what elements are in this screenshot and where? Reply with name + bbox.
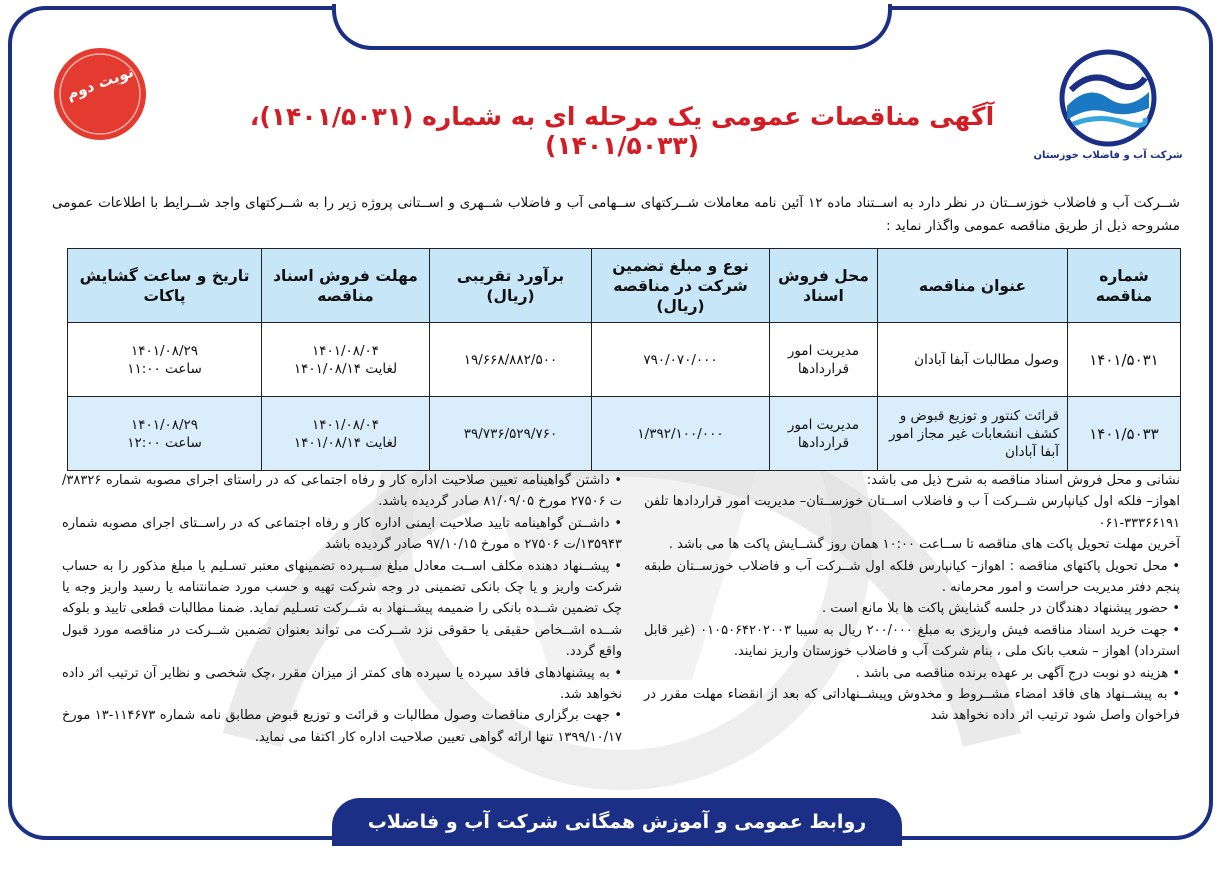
- condition-item: • جهت خرید اسناد مناقصه فیش واریزی به مبلغ ۲۰۰/۰۰۰ ریال به سیبا ۰۱۰۵۰۶۴۲۰۲۰۰۳ (غیر قابل استرداد) اهواز – شعب بانک ملی ، بنام شرکت آب و فاضلاب خوزستان واریز نمایند.: [644, 622, 1180, 660]
- footer-banner: روابط عمومی و آموزش همگانی شرکت آب و فاضلاب خوزستان: [332, 798, 902, 846]
- header-guarantee: [592, 249, 770, 323]
- cell-location: [770, 397, 878, 471]
- condition-item: • به پیشنهادهای فاقد سپرده یا سپرده های کمتر از میزان مقرر ،چک شخصی و نظایر آن ترتیب اثر داده نخواهد شد.: [62, 665, 622, 703]
- condition-item: اهواز– فلکه اول کیانپارس شــرکت آ ب و فاضلاب اســتان خوزســتان– مدیریت امور قراردادها تلفن ۳۳۳۶۶۱۹۱-۰۶۱: [644, 494, 1180, 531]
- header-location: [770, 249, 878, 323]
- advert-frame: [8, 6, 1213, 881]
- header-estimate-line2: (ریال): [486, 286, 535, 305]
- condition-item: آخرین مهلت تحویل پاکت های مناقصه تا ســاعت ۱۰:۰۰ همان روز گشــایش پاکت ها می باشد .: [668, 537, 1180, 553]
- condition-item: • پیشــنهاد دهنده مکلف اســت معادل مبلغ ســپرده تضمینهای معتبر تسـلیم یا مبلغ مذکور را به حساب شرکت واریز و یا چک بانکی تضمینی در وجه شرکت تهیه و حسب مورد ضمانتنامه یا رسید واریز وجه یا چک تضمین شــده بانکی را ضمیمه پیشــنهاد به شــرکت تسـلیم نماید. ضمنا مطالبات قطعی تایید و بلوکه شــده اشــخاص حقیقی یا حقوقی نزد شــرکت می تواند بعنوان تضمین شــرکت در مناقصه مورد قبول واقع گردد.: [62, 558, 622, 660]
- cell-opening: [68, 397, 262, 471]
- condition-item: • داشتن گواهینامه تعیین صلاحیت اداره کار و رفاه اجتماعی که در راستای اجرای مصوبه شماره ۳۸۳۲۶/ت ۲۷۵۰۶ مورخ ۸۱/۰۹/۰۵ صادر گردیده باشد.: [62, 473, 622, 510]
- condition-item: نشانی و محل فروش اسناد مناقصه به شرح ذیل می باشد:: [866, 473, 1180, 488]
- table-row: [68, 323, 1181, 397]
- cell-location: [770, 323, 878, 397]
- cell-location-line2: قراردادها: [797, 360, 850, 377]
- table-header-row: [68, 249, 1181, 323]
- condition-item: • حضور پیشنهاد دهندگان در جلسه گشایش پاکت ها بلا مانع است .: [822, 601, 1180, 617]
- logo-caption: شرکت آب و فاضلاب خوزستان: [1033, 150, 1183, 161]
- header-location-line2: اسناد: [803, 286, 844, 305]
- cell-number: ۱۴۰۱/۵۰۳۳: [1068, 397, 1181, 471]
- page-title: آگهی مناقصات عمومی یک مرحله ای به شماره (۱۴۰۱/۵۰۳۱)، (۱۴۰۱/۵۰۳۳): [249, 102, 995, 160]
- header-estimate-line1: برآورد تقریبی: [456, 266, 565, 285]
- intro-paragraph: شــرکت آب و فاضلاب خوزســتان در نظر دارد به اســتناد ماده ۱۲ آئین نامه معاملات شــرکتهای ســهامی آب و فاضلاب شــهری و اســتانی پروژه زیر را به شــرکتهای واجد شــرایط با اطلاعات عمومی مشروحه ذیل از طریق مناقصه عمومی واگذار نماید :: [52, 195, 1180, 234]
- insertion-badge: [52, 46, 148, 142]
- company-logo: [1033, 48, 1183, 161]
- left-column-conditions: [62, 470, 622, 748]
- header-deadline: [262, 249, 430, 323]
- condition-item: • هزینه دو نوبت درج آگهی بر عهده برنده مناقصه می باشد .: [855, 665, 1180, 681]
- water-drop-logo-icon: [1053, 48, 1163, 148]
- cell-deadline-to: لغایت ۱۴۰۱/۰۸/۱۴: [293, 434, 398, 451]
- cell-number: ۱۴۰۱/۵۰۳۱: [1068, 323, 1181, 397]
- cell-estimate: ۱۹/۶۶۸/۸۸۲/۵۰۰: [430, 323, 592, 397]
- header-opening-line1: تاریخ و ساعت گشایش: [79, 266, 250, 285]
- cell-opening-date: ۱۴۰۱/۰۸/۲۹: [130, 416, 199, 433]
- header-opening-line2: پاکات: [143, 286, 186, 305]
- cell-opening: [68, 323, 262, 397]
- cell-guarantee: ۷۹۰/۰۷۰/۰۰۰: [592, 323, 770, 397]
- tenders-table: [67, 248, 1181, 471]
- cell-location-line1: مدیریت امور: [787, 342, 860, 359]
- cell-deadline: [262, 397, 430, 471]
- badge-label: نوبت دوم: [64, 62, 136, 104]
- table-row: [68, 397, 1181, 471]
- cell-opening-date: ۱۴۰۱/۰۸/۲۹: [130, 342, 199, 359]
- cell-opening-time: ساعت ۱۱:۰۰: [127, 360, 202, 377]
- header-estimate: [430, 249, 592, 323]
- cell-estimate: ۳۹/۷۳۶/۵۲۹/۷۶۰: [430, 397, 592, 471]
- cell-title: وصول مطالبات آبفا آبادان: [878, 323, 1068, 397]
- header-guarantee-line1: نوع و مبلغ تضمین: [612, 256, 749, 275]
- header-deadline-line1: مهلت فروش اسناد: [273, 266, 418, 285]
- condition-item: • محل تحویل پاکتهای مناقصه : اهواز– کیانپارس فلکه اول شــرکت آب و فاضلاب خوزســتان طبقه پنجم دفتر مدیریت حراست و امور محرمانه .: [644, 558, 1180, 596]
- cell-deadline-to: لغایت ۱۴۰۱/۰۸/۱۴: [293, 360, 398, 377]
- cell-guarantee: ۱/۳۹۲/۱۰۰/۰۰۰: [592, 397, 770, 471]
- cell-deadline-from: ۱۴۰۱/۰۸/۰۴: [311, 342, 380, 359]
- condition-item: • داشــتن گواهینامه تایید صلاحیت ایمنی اداره کار و رفاه اجتماعی که در راســتای اجرای مصوبه شماره ۱۳۵۹۴۳/ت ۲۷۵۰۶ ه مورخ ۹۷/۱۰/۱۵ صادر گردیده باشد: [62, 515, 622, 553]
- header-opening: [68, 249, 262, 323]
- cell-deadline: [262, 323, 430, 397]
- top-notch: [332, 4, 892, 50]
- cell-location-line2: قراردادها: [797, 434, 850, 451]
- right-column-conditions: [644, 470, 1180, 727]
- cell-deadline-from: ۱۴۰۱/۰۸/۰۴: [311, 416, 380, 433]
- cell-location-line1: مدیریت امور: [787, 416, 860, 433]
- header-location-line1: محل فروش: [778, 266, 869, 285]
- cell-title: قرائت کنتور و توزیع قبوض و کشف انشعابات غیر مجاز امور آبفا آبادان: [878, 397, 1068, 471]
- condition-item: • به پیشــنهاد های فاقد امضاء مشــروط و مخدوش وپیشــنهاداتی که بعد از انقضاء مهلت مقرر در فراخوان واصل شود ترتیب اثر داده نخواهد شد: [644, 687, 1180, 724]
- header-deadline-line2: مناقصه: [317, 286, 374, 305]
- cell-opening-time: ساعت ۱۲:۰۰: [127, 434, 202, 451]
- header-title: عنوان مناقصه: [878, 249, 1068, 323]
- condition-item: • جهت برگزاری مناقصات وصول مطالبات و قرائت و توزیع قبوض مطابق نامه شماره ۱۱۴۶۷۳-۱۳ مورخ ۱۳۹۹/۱۰/۱۷ تنها ارائه گواهی تعیین صلاحیت اداره کار اکتفا می نماید.: [62, 708, 623, 745]
- header-guarantee-line2: شرکت در مناقصه (ریال): [613, 276, 748, 315]
- header-number: شماره مناقصه: [1068, 249, 1181, 323]
